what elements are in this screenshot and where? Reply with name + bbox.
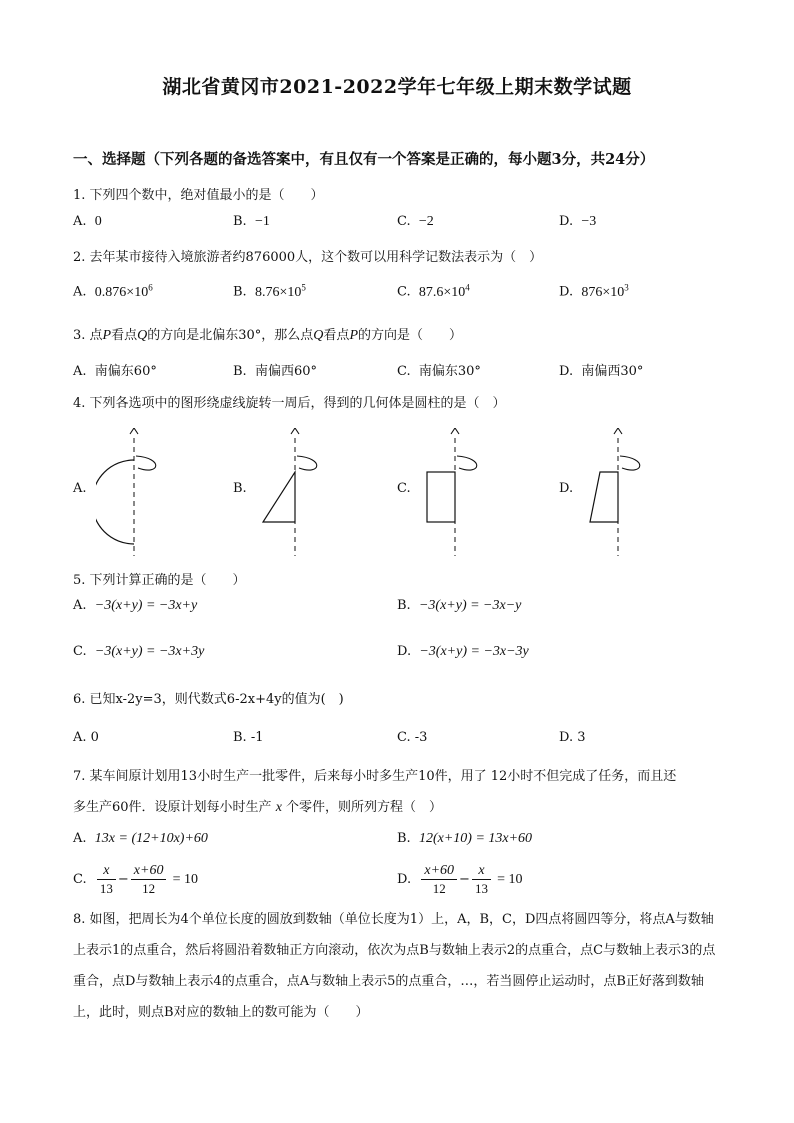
q4-option-a-label: A. [73, 481, 87, 496]
q5-option-d: D. −3(x+y) = −3x−3y [397, 644, 529, 659]
q5-option-b: B. −3(x+y) = −3x−y [397, 598, 522, 613]
q7-option-c: C. $\frac{x}{13}$ − $\frac{x+60}{12}$ = 10 [73, 863, 199, 896]
question-3-stem: 3. 点P看点Q的方向是北偏东30°，那么点Q看点P的方向是（ ） [73, 328, 463, 343]
q2-option-d: D. $876\times 10^3$ [559, 282, 629, 300]
q7-c-fraction-1: $\frac{x}{13}$ [97, 862, 116, 897]
q2-option-c: C. $87.6\times 10^4$ [397, 282, 470, 300]
question-5-stem: 5. 下列计算正确的是（ ） [73, 573, 246, 588]
q7-option-d: D. $\frac{x+60}{12}$ − $\frac{x}{13}$ = 10 [397, 863, 523, 896]
q6-option-b: B. -1 [233, 730, 264, 745]
q7-option-b: B. 12(x+10) = 13x+60 [397, 831, 533, 846]
q2-option-b: B. $8.76\times 10^5$ [233, 282, 306, 300]
q4-figure-d-trapezoid [580, 428, 660, 556]
q5-option-a: A. −3(x+y) = −3x+y [73, 598, 198, 613]
q1-option-c: C. −2 [397, 214, 434, 229]
question-8-text: 8. 如图，把周长为4个单位长度的圆放到数轴（单位长度为1）上，A，B，C，D四点将圆四等分，将点A与数轴上表示1的点重合，然后将圆沿着数轴正方向滚动，依次为点B与数轴上表示2的点重合，点C与数轴上表示3的点重合，点D与数轴上表示4的点重合，点A与数轴上表示5的点重合，…，若当圆停止运动时，点B正好落到数轴上，此时，则点B对应的数轴上的数可能为（ ） [73, 912, 716, 1020]
q7-option-a: A. 13x = (12+10x)+60 [73, 831, 208, 846]
q7-c-fraction-2: $\frac{x+60}{12}$ [131, 862, 167, 897]
q4-figure-b-triangle [257, 428, 337, 556]
q4-option-b-label: B. [233, 481, 247, 496]
q3-option-d: D. 南偏西30° [559, 364, 644, 379]
q2-option-a: A. $0.876\times 10^6$ [73, 282, 153, 300]
q6-option-a: A. 0 [73, 730, 99, 745]
q6-option-d: D. 3 [559, 730, 586, 745]
q1-option-d: D. −3 [559, 214, 597, 229]
q7-d-fraction-2: $\frac{x}{13}$ [472, 862, 491, 897]
q7-d-fraction-1: $\frac{x+60}{12}$ [421, 862, 457, 897]
question-7-line-1: 7. 某车间原计划用13小时生产一批零件，后来每小时多生产10件，用了 12小时不但完成了任务，而且还 [73, 769, 677, 784]
question-7-line-2: 多生产60件．设原计划每小时生产 x 个零件，则所列方程（ ） [73, 800, 443, 815]
q3-option-a: A. 南偏东60° [73, 364, 157, 379]
question-1-stem: 1. 下列四个数中，绝对值最小的是（ ） [73, 188, 324, 203]
q6-option-c: C. -3 [397, 730, 428, 745]
q4-figure-c-rectangle [417, 428, 497, 556]
question-4-stem: 4. 下列各选项中的图形绕虚线旋转一周后，得到的几何体是圆柱的是（ ） [73, 396, 506, 411]
q4-option-c-label: C. [397, 481, 411, 496]
q1-option-a: A. 0 [73, 214, 102, 229]
section-heading: 一、选择题（下列各题的备选答案中，有且仅有一个答案是正确的，每小题3分，共24分） [73, 151, 655, 168]
q3-option-c: C. 南偏东30° [397, 364, 481, 379]
q4-option-d-label: D. [559, 481, 574, 496]
q1-option-b: B. −1 [233, 214, 270, 229]
page-title: 湖北省黄冈市2021-2022学年七年级上期末数学试题 [162, 76, 632, 98]
q4-figure-a-semicircle [96, 428, 176, 556]
q5-option-c: C. −3(x+y) = −3x+3y [73, 644, 205, 659]
question-2-stem: 2. 去年某市接待入境旅游者约876000人，这个数可以用科学记数法表示为（ ） [73, 250, 543, 265]
question-6-stem: 6. 已知x-2y=3，则代数式6-2x+4y的值为( ) [73, 692, 344, 707]
q3-option-b: B. 南偏西60° [233, 364, 317, 379]
